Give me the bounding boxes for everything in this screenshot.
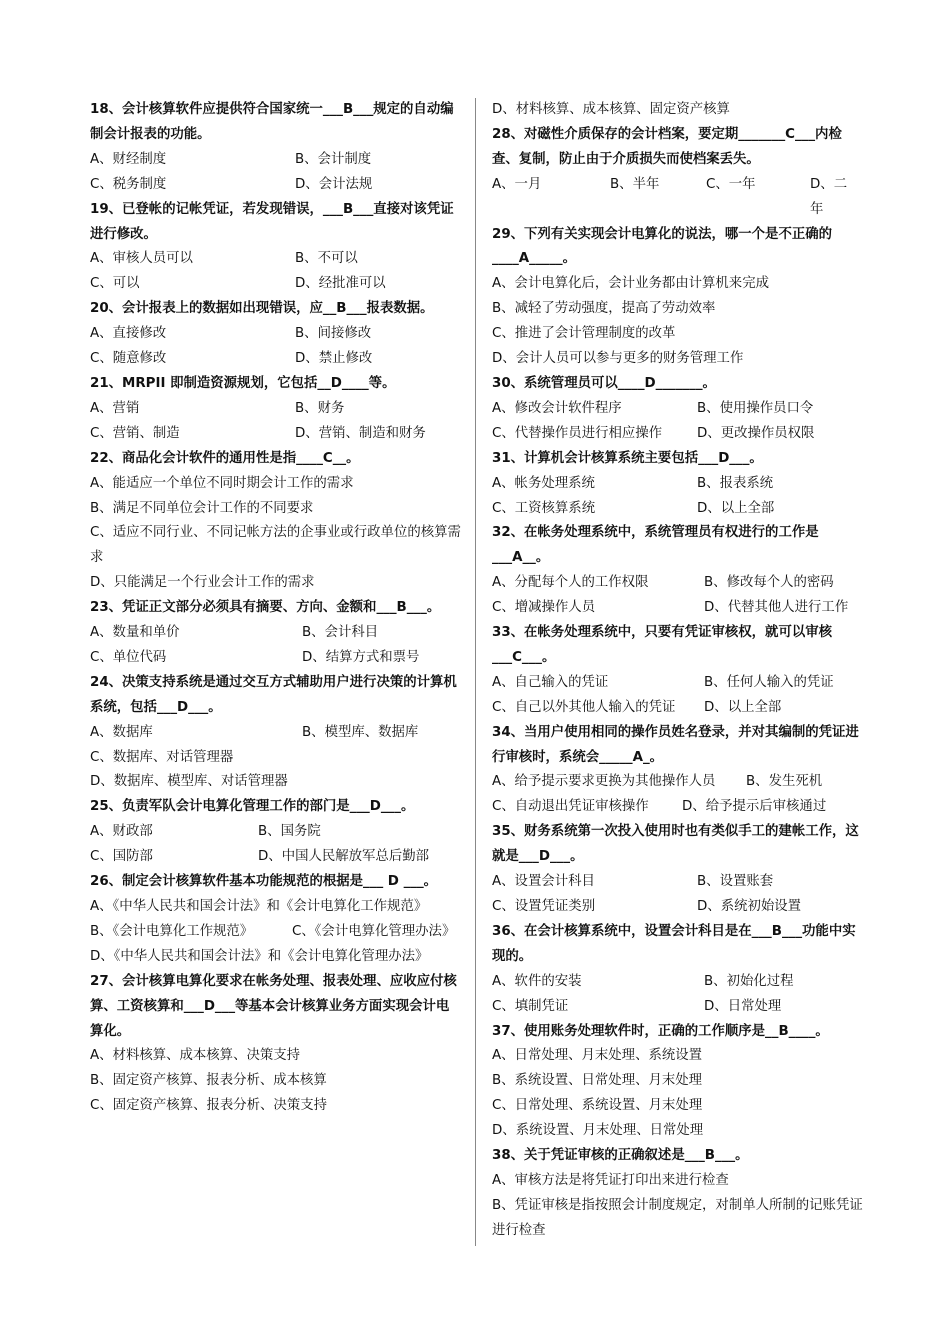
question-37: 37、使用账务处理软件时，正确的工作顺序是__B____。 [492,1023,829,1039]
options-row [90,721,462,746]
question-20: 20、会计报表上的数据如出现错误，应__B___报表数据。 [90,301,434,317]
option: C、固定资产核算、报表分析、决策支持 [90,1098,327,1114]
question-26: 26、制定会计核算软件基本功能规范的根据是___ D ___。 [90,874,438,890]
options-row [492,995,864,1020]
option: B、凭证审核是指按照会计制度规定，对制单人所制的记账凭证进行检查 [492,1197,863,1238]
question-23: 23、凭证正文部分必须具有摘要、方向、金额和___B___。 [90,600,441,616]
option: B、会计制度 [295,151,372,167]
option: C、适应不同行业、不同记帐方法的企事业或行政单位的核算需求 [90,525,461,566]
question-32: 32、在帐务处理系统中，系统管理员有权进行的工作是___A__。 [492,525,819,566]
option: B、会计科目 [302,625,379,641]
option: C、可以 [90,276,140,292]
option: D、代替其他人进行工作 [704,600,849,616]
option: C、增减操作人员 [492,600,596,616]
option: A、审核人员可以 [90,251,193,267]
option: A、分配每个人的工作权限 [492,575,649,591]
option: B、修改每个人的密码 [704,575,834,591]
options-row [492,497,864,522]
question-27: 27、会计核算电算化要求在帐务处理、报表处理、应收应付核算、工资核算和___D___等基本会计核算业务方面实现会计电算化。 [90,973,457,1039]
option: D、给予提示后审核通过 [682,799,827,815]
option: C、代替操作员进行相应操作 [492,425,663,441]
option: B、减轻了劳动强度，提高了劳动效率 [492,301,716,317]
question-36: 36、在会计核算系统中，设置会计科目是在___B___功能中实现的。 [492,923,856,964]
option: B、任何人输入的凭证 [704,674,834,690]
option: C、营销、制造 [90,425,180,441]
option: B、设置账套 [697,874,774,890]
column-divider [475,98,476,1246]
options-row [492,970,864,995]
option: D、日常处理 [704,998,782,1014]
options-row [90,148,462,173]
option: A、一月 [492,176,542,192]
option: C、数据库、对话管理器 [90,749,234,765]
question-31: 31、计算机会计核算系统主要包括___D___。 [492,450,763,466]
question-18: 18、会计核算软件应提供符合国家统一___B___规定的自动编制会计报表的功能。 [90,102,454,142]
question-35: 35、财务系统第一次投入使用时也有类似手工的建帐工作，这就是___D___。 [492,824,859,865]
options-row [90,173,462,198]
option: D、以上全部 [697,500,775,516]
option: B、报表系统 [697,475,774,491]
option: C、自己以外其他人输入的凭证 [492,699,676,715]
option: D、以上全部 [704,699,782,715]
option: B、不可以 [295,251,358,267]
question-29: 29、下列有关实现会计电算化的说法，哪一个是不正确的____A_____。 [492,226,833,267]
options-row [492,472,864,497]
option: B、《会计电算化工作规范》 [90,923,254,939]
option: D、中国人民解放军总后勤部 [258,849,429,865]
options-row [492,671,864,696]
option: C、一年 [706,176,756,192]
option: C、设置凭证类别 [492,899,596,914]
question-38: 38、关于凭证审核的正确叙述是___B___。 [492,1148,749,1164]
option: A、自己输入的凭证 [492,674,609,690]
option: B、发生死机 [746,774,823,790]
option: C、《会计电算化管理办法》 [292,923,456,939]
options-row [492,173,864,223]
options-row [90,621,462,646]
option: C、填制凭证 [492,998,569,1014]
option: D、只能满足一个行业会计工作的需求 [90,575,315,591]
option: B、模型库、数据库 [302,724,419,740]
option: B、系统设置、日常处理、月末处理 [492,1073,703,1089]
option: D、禁止修改 [295,351,373,367]
option: C、随意修改 [90,351,167,367]
options-row [492,770,864,795]
option: D、会计人员可以参与更多的财务管理工作 [492,351,744,367]
option: C、国防部 [90,849,153,865]
option: C、日常处理、系统设置、月末处理 [492,1098,703,1114]
option: C、自动退出凭证审核操作 [492,799,649,815]
option: A、帐务处理系统 [492,475,595,491]
options-row [90,247,462,272]
option: D、二年 [810,176,848,217]
left-column [90,98,462,1119]
question-25: 25、负责军队会计电算化管理工作的部门是___D___。 [90,799,415,815]
options-row [492,795,864,820]
options-row [492,696,864,721]
option: A、设置会计科目 [492,874,595,890]
option: A、数量和单价 [90,625,180,641]
option: A、日常处理、月末处理、系统设置 [492,1048,703,1064]
options-row [492,422,864,447]
options-row [492,571,864,596]
question-30: 30、系统管理员可以____D_______。 [492,375,716,391]
option: B、满足不同单位会计工作的不同要求 [90,500,314,516]
option: A、会计电算化后，会计业务都由计算机来完成 [492,276,769,292]
question-33: 33、在帐务处理系统中，只要有凭证审核权，就可以审核___C___。 [492,625,833,665]
option: C、推进了会计管理制度的改革 [492,326,676,342]
right-column [492,98,864,1244]
question-34: 34、当用户使用相同的操作员姓名登录，并对其编制的凭证进行审核时，系统会_____A_。 [492,724,859,765]
options-row [492,596,864,621]
option: D、材料核算、成本核算、固定资产核算 [492,102,730,117]
option: D、结算方式和票号 [302,649,420,665]
options-row [90,820,462,845]
option: D、营销、制造和财务 [295,425,426,441]
question-28: 28、对磁性介质保存的会计档案，要定期_______C___内检查、复制，防止由于介质损失而使档案丢失。 [492,126,842,167]
option: B、使用操作员口令 [697,400,814,416]
option: A、软件的安装 [492,973,582,989]
option: A、财经制度 [90,151,167,167]
option: A、直接修改 [90,326,167,342]
option: C、税务制度 [90,176,167,192]
option: B、半年 [610,176,660,192]
option: B、间接修改 [295,326,372,342]
option: D、系统设置、月末处理、日常处理 [492,1123,704,1139]
option: D、经批准可以 [295,276,386,292]
option: A、修改会计软件程序 [492,400,622,416]
options-row [90,397,462,422]
question-21: 21、MRPII 即制造资源规划，它包括__D____等。 [90,375,396,391]
options-row [492,397,864,422]
question-22: 22、商品化会计软件的通用性是指____C__。 [90,450,360,466]
option: A、审核方法是将凭证打印出来进行检查 [492,1172,729,1188]
option: C、工资核算系统 [492,500,596,516]
options-row [90,322,462,347]
option: A、给予提示要求更换为其他操作人员 [492,774,716,790]
option: C、单位代码 [90,649,167,665]
option: A、营销 [90,400,140,416]
options-row [90,920,462,945]
option: A、能适应一个单位不同时期会计工作的需求 [90,475,354,491]
option: D、数据库、模型库、对话管理器 [90,774,288,790]
option: D、会计法规 [295,176,373,192]
options-row [90,646,462,671]
option: B、固定资产核算、报表分析、成本核算 [90,1073,327,1089]
options-row [90,272,462,297]
option: A、数据库 [90,724,153,740]
option: A、财政部 [90,824,153,840]
option: A、《中华人民共和国会计法》和《会计电算化工作规范》 [90,899,428,914]
options-row [90,845,462,870]
option: B、财务 [295,400,345,416]
question-19: 19、已登帐的记帐凭证，若发现错误，___B___直接对该凭证进行修改。 [90,201,454,242]
option: B、初始化过程 [704,973,794,989]
option: A、材料核算、成本核算、决策支持 [90,1048,301,1064]
option: D、更改操作员权限 [697,425,815,441]
options-row [90,347,462,372]
options-row [492,895,864,920]
options-row [492,870,864,895]
question-24: 24、决策支持系统是通过交互方式辅助用户进行决策的计算机系统，包括___D___。 [90,674,457,715]
option: B、国务院 [258,824,321,840]
options-row [90,422,462,447]
option: D、《中华人民共和国会计法》和《会计电算化管理办法》 [90,948,429,964]
option: D、系统初始设置 [697,899,802,914]
